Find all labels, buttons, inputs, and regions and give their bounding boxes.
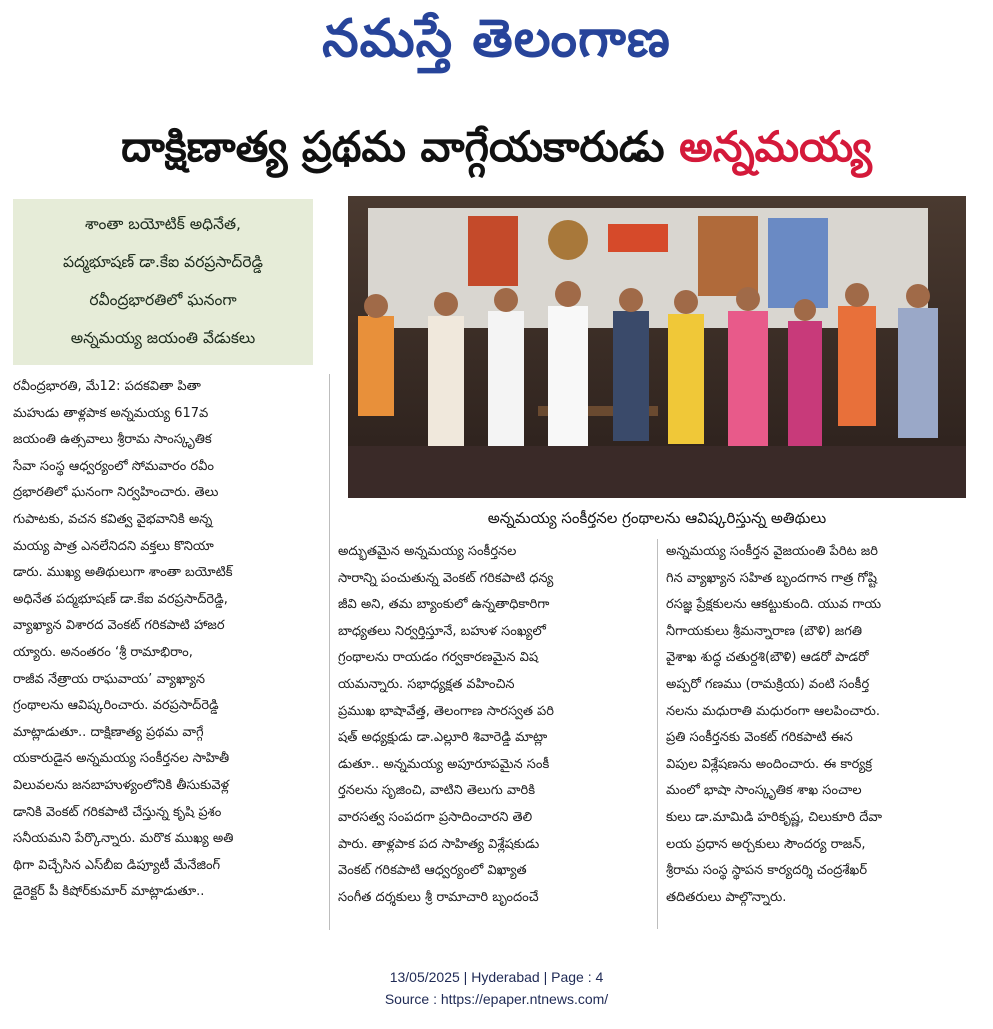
summary-line: అన్నమయ్య జయంతి వేడుకలు	[70, 329, 256, 347]
article-headline	[10, 112, 983, 182]
article-line: సనీయమని పేర్కొన్నారు. మరొక ముఖ్య అతి	[13, 831, 234, 847]
article-line: నీగాయకులు శ్రీమన్నారాణ (బౌళి) జగతి	[666, 623, 862, 639]
article-line: రసజ్ఞ ప్రేక్షకులను ఆకట్టుకుంది. యువ గాయ	[666, 597, 882, 613]
article-line: డైరెక్టర్ పీ కిషోర్‌కుమార్ మాట్లాడుతూ..	[13, 884, 205, 900]
guests-group	[358, 306, 938, 446]
article-line: సారాన్ని పంచుతున్న వెంకట్ గరికపాటి ధన్య	[338, 570, 554, 586]
footer-source-line[interactable]: Source : https://epaper.ntnews.com/	[384, 991, 609, 1007]
article-line: డుతూ.. అన్నమయ్య అపూరూపమైన సంకీ	[338, 756, 550, 772]
article-line: విలువలను జనబాహుళ్యంలోనికి తీసుకువెళ్ల	[13, 777, 230, 793]
article-line: థిగా విచ్చేసిన ఎస్‌బీఐ డిప్యూటీ మేనేజింగ్	[13, 857, 221, 873]
article-line: యకారుడైన అన్నమయ్య సంకీర్తనల సాహితీ	[13, 751, 230, 767]
article-line: ప్రతి సంకీర్తనకు వెంకట్ గరికపాటి ఈన	[666, 730, 853, 746]
article-line: అన్నమయ్య సంకీర్తన వైజయంతి పేరిట జరి	[666, 544, 878, 559]
banner-portrait	[548, 220, 588, 260]
article-line: వారసత్వ సంపదగా ప్రసాదించారని తెలి	[338, 809, 533, 825]
article-line: సేవా సంస్థ ఆధ్వర్యంలో సోమవారం రవీం	[13, 458, 214, 474]
article-line: మాట్లాడుతూ.. దాక్షిణాత్య ప్రథమ వాగ్గే	[13, 724, 204, 740]
article-line: వ్యాఖ్యాన విశారద వెంకట్ గరికపాటి హాజర	[13, 618, 225, 634]
article-line: విపుల విశ్లేషణను అందించారు. ఈ కార్యక్ర	[666, 756, 873, 772]
headline-main: దాక్షిణాత్య ప్రథమ వాగ్గేయకారుడు	[121, 122, 665, 171]
summary-line: రవీంద్రభారతిలో ఘనంగా	[89, 291, 237, 309]
headline-accent: అన్నమయ్య	[679, 122, 872, 171]
article-line: రవీంద్రభారతి, మే12: పదకవితా పితా	[13, 379, 201, 394]
article-line: యమన్నారు. సభాధ్యక్షత వహించిన	[338, 676, 515, 692]
article-line: గ్రంథాలను రాయడం గర్వకారణమైన విష	[338, 650, 539, 666]
article-line: గిన వ్యాఖ్యాన సహిత బృందగాన గాత్ర గోష్టి	[666, 570, 878, 586]
article-line: పారు. తాళ్లపాక పద సాహిత్య విశ్లేషకుడు	[338, 836, 540, 852]
article-column-2	[338, 539, 648, 911]
article-line: గ్రంథాలను ఆవిష్కరించారు. వరప్రసాద్‌రెడ్డి	[13, 698, 219, 714]
article-line: గుపాటకు, వచన కవిత్వ వైభవానికి అన్న	[13, 511, 213, 527]
banner-deity-blue	[768, 218, 828, 308]
photo-caption: అన్నమయ్య సంకీర్తనల గ్రంథాలను ఆవిష్కరిస్తున్న అతిథులు	[487, 509, 827, 527]
article-line: రాజీవ నేత్రాయ రాఘవాయ’ వ్యాఖ్యాన	[13, 671, 206, 687]
event-photo-illustration	[348, 196, 966, 498]
article-line: షత్ అధ్యక్షుడు డా.ఎల్లూరి శివారెడ్డి మాట్లా	[338, 730, 548, 746]
article-column-1	[13, 374, 321, 906]
article-line: అద్భుతమైన అన్నమయ్య సంకీర్తనల	[338, 544, 517, 559]
article-line: ప్రముఖ భాషావేత్త, తెలంగాణ సారస్వత పరి	[338, 703, 555, 719]
article-line: మంలో భాషా సాంస్కృతిక శాఖ సంచాల	[666, 783, 862, 799]
banner-logo	[608, 224, 668, 252]
article-line: జీవి అని, తమ బ్యాంకులో ఉన్నతాధికారిగా	[338, 597, 550, 613]
article-line: లయ ప్రధాన అర్చకులు సౌందర్య రాజన్,	[666, 836, 866, 852]
article-line: ర్తనలను సృజించి, వాటిని తెలుగు వారికి	[338, 783, 536, 799]
footer-date-line: 13/05/2025 | Hyderabad | Page : 4	[389, 969, 604, 985]
article-line: మహుడు తాళ్లపాక అన్నమయ్య 617వ	[13, 405, 209, 421]
article-line: అధినేత పద్మభూషణ్ డా.కేఐ వరప్రసాద్‌రెడ్డి,	[13, 591, 228, 607]
article-line: వైశాఖ శుద్ధ చతుర్దశి(బౌళి) ఆడరో పాడరో	[666, 650, 869, 666]
stage-floor	[348, 446, 966, 498]
article-line: అప్పరో గణము (రామక్రియ) వంటి సంకీర్త	[666, 676, 870, 692]
article-line: జయంతి ఉత్సవాలు శ్రీరామ సాంస్కృతిక	[13, 432, 212, 448]
article-line: ద్రభారతిలో ఘనంగా నిర్వహించారు. తెలు	[13, 485, 219, 501]
column-divider	[657, 539, 658, 929]
article-line: డారు. ముఖ్య అతిథులుగా శాంతా బయోటిక్	[13, 565, 233, 581]
banner-deity-image	[468, 216, 518, 286]
summary-box	[13, 199, 313, 365]
page-footer	[0, 966, 993, 1010]
article-line: వెంకట్ గరికపాటి ఆధ్వర్యంలో విఖ్యాత	[338, 863, 527, 879]
article-line: సంగీత దర్శకులు శ్రీ రామాచారి బృందంచే	[338, 889, 539, 905]
summary-line: పద్మభూషణ్ డా.కేఐ వరప్రసాద్‌రెడ్డి	[62, 253, 263, 271]
article-line: నలను మధురాతి మధురంగా ఆలపించారు.	[666, 703, 880, 719]
article-line: మయ్య పాత్ర ఎనలేనిదని వక్తలు కొనియా	[13, 538, 214, 554]
article-line: య్యారు. అనంతరం ‘శ్రీ రామాభిరాం,	[13, 644, 193, 660]
article-line: తదితరులు పాల్గొన్నారు.	[666, 889, 787, 905]
summary-line: శాంతా బయోటిక్ అధినేత,	[85, 215, 241, 233]
article-line: డానికి వెంకట్ గరికపాటి చేస్తున్న కృషి ప్రశం	[13, 804, 222, 820]
article-column-3	[666, 539, 976, 911]
newspaper-masthead: నమస్తే తెలంగాణ	[322, 9, 671, 69]
column-divider	[329, 374, 330, 930]
article-line: శ్రీరామ సంస్థ స్థాపన కార్యదర్శి చంద్రశేఖర్	[666, 863, 868, 879]
event-photo	[348, 196, 966, 498]
article-line: బాధ్యతలు నిర్వర్తిస్తూనే, బహుళ సంఖ్యలో	[338, 623, 546, 639]
banner-portrait-large	[698, 216, 758, 296]
article-line: కులు డా.మామిడి హరికృష్ణ, చిలుకూరి దేవా	[666, 809, 882, 825]
